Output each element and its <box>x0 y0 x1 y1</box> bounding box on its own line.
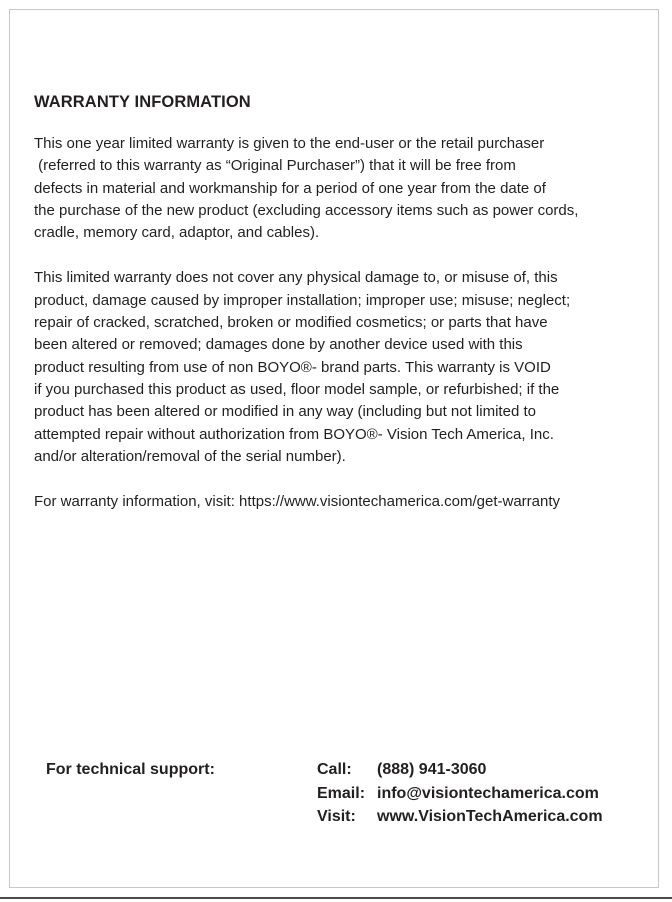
paragraph-line: defects in material and workmanship for a period of one year from the date of <box>34 179 546 197</box>
warranty-paragraph-link <box>34 491 642 513</box>
support-call-row <box>317 758 647 782</box>
website-address: www.VisionTechAmerica.com <box>377 808 603 825</box>
paragraph-line: attempted repair without authorization from BOYO®- Vision Tech America, Inc. <box>34 425 554 443</box>
support-contacts <box>317 758 647 829</box>
paragraph-line: product resulting from use of non BOYO®- brand parts. This warranty is VOID <box>34 358 551 376</box>
page-title: WARRANTY INFORMATION <box>34 93 251 111</box>
paragraph-line: This one year limited warranty is given to the end-user or the retail purchaser <box>34 135 545 152</box>
paragraph-line: product has been altered or modified in any way (including but not limited to <box>34 403 536 421</box>
support-email-row <box>317 782 647 806</box>
warranty-paragraph-exclusions <box>34 267 642 468</box>
paragraph-line: been altered or removed; damages done by another device used with this <box>34 336 523 354</box>
warranty-link-line: For warranty information, visit: https://www.visiontechamerica.com/get-warranty <box>34 493 561 511</box>
visit-label: Visit: <box>317 808 356 825</box>
paragraph-line: cradle, memory card, adaptor, and cables). <box>34 224 320 242</box>
support-label: For technical support: <box>46 761 215 778</box>
bottom-rule <box>0 897 672 899</box>
paragraph-line: This limited warranty does not cover any physical damage to, or misuse of, this <box>34 269 558 287</box>
paragraph-line: and/or alteration/removal of the serial number). <box>34 447 346 465</box>
call-label: Call: <box>317 761 352 778</box>
call-number: (888) 941-3060 <box>377 761 487 778</box>
warranty-paragraph-coverage <box>34 133 642 244</box>
email-label: Email: <box>317 784 366 802</box>
paragraph-line: the purchase of the new product (excluding accessory items such as power cords, <box>34 201 579 219</box>
paragraph-line: (referred to this warranty as “Original Purchaser”) that it will be free from <box>34 157 516 175</box>
paragraph-line: product, damage caused by improper installation; improper use; misuse; neglect; <box>34 291 571 309</box>
email-address: info@visiontechamerica.com <box>377 784 599 802</box>
paragraph-line: repair of cracked, scratched, broken or modified cosmetics; or parts that have <box>34 314 548 332</box>
support-visit-row <box>317 805 647 829</box>
warranty-content <box>34 92 642 536</box>
paragraph-line: if you purchased this product as used, floor model sample, or refurbished; if the <box>34 380 560 398</box>
